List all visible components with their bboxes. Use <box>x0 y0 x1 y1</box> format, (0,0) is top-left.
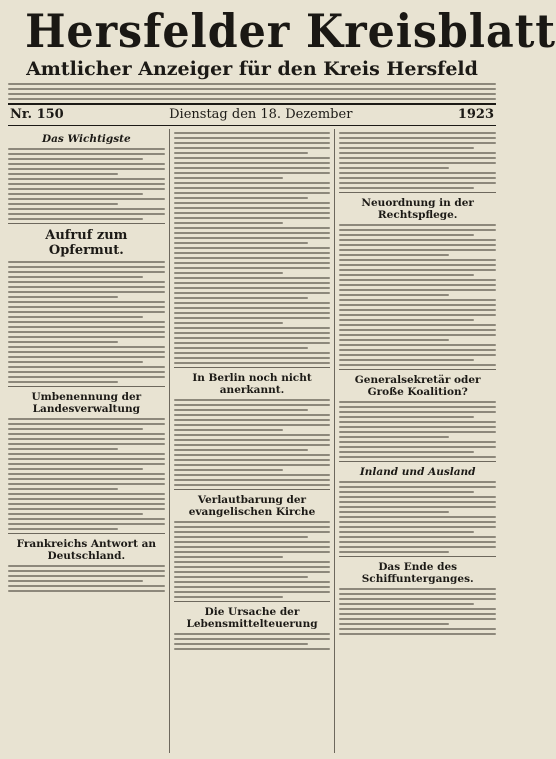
masthead-title: Hersfelder Kreisblatt <box>25 4 556 58</box>
article-body-placeholder <box>8 565 165 592</box>
headline-koalition: Generalsekretär oder Große Koalition? <box>354 374 481 398</box>
dateline-rule <box>8 125 496 126</box>
separator <box>339 461 496 462</box>
issue-date: Dienstag den 18. Dezember <box>169 107 353 122</box>
separator <box>8 533 165 534</box>
separator <box>8 386 165 387</box>
separator <box>8 223 165 224</box>
separator <box>339 556 496 557</box>
publication-info-placeholder <box>8 83 496 100</box>
article-columns <box>8 129 496 753</box>
headline-aufruf: Aufruf zum Opfermut. <box>45 228 128 258</box>
article-body-placeholder <box>174 633 331 650</box>
column-2 <box>169 129 335 753</box>
article-body-placeholder <box>8 418 165 530</box>
headline-lebensmittel: Die Ursache der Lebensmittelteuerung <box>186 606 318 630</box>
headline-schiffuntergang: Das Ende des Schiffunterganges. <box>361 561 474 585</box>
headline-umbenennung: Umbenennung der Landesverwaltung <box>31 391 142 415</box>
article-body-placeholder <box>174 132 331 364</box>
issue-number: Nr. 150 <box>10 107 64 122</box>
article-body-placeholder <box>8 261 165 383</box>
headline-frankreich: Frankreichs Antwort an Deutschland. <box>16 538 157 562</box>
headline-kirche: Verlautbarung der evangelischen Kirche <box>188 494 316 518</box>
headline-das-wichtigste: Das Wichtigste <box>41 133 131 145</box>
column-3 <box>334 129 496 753</box>
article-body-placeholder <box>339 224 496 366</box>
separator <box>174 489 331 490</box>
headline-inland-ausland: Inland und Ausland <box>359 466 476 478</box>
article-body-placeholder <box>339 481 496 553</box>
article-body-placeholder <box>339 132 496 189</box>
article-body-placeholder <box>8 148 165 220</box>
column-1 <box>8 129 169 753</box>
article-body-placeholder <box>339 588 496 635</box>
article-body-placeholder <box>174 399 331 486</box>
article-body-placeholder <box>174 521 331 598</box>
headline-rechtspflege: Neuordnung in der Rechtspflege. <box>361 197 474 221</box>
headline-berlin: In Berlin noch nicht anerkannt. <box>192 372 312 396</box>
masthead-subtitle: Amtlicher Anzeiger für den Kreis Hersfeld <box>26 58 478 80</box>
separator <box>339 369 496 370</box>
separator <box>174 367 331 368</box>
dateline <box>8 105 496 125</box>
separator <box>174 601 331 602</box>
issue-year: 1923 <box>457 107 494 122</box>
separator <box>339 192 496 193</box>
article-body-placeholder <box>339 401 496 458</box>
